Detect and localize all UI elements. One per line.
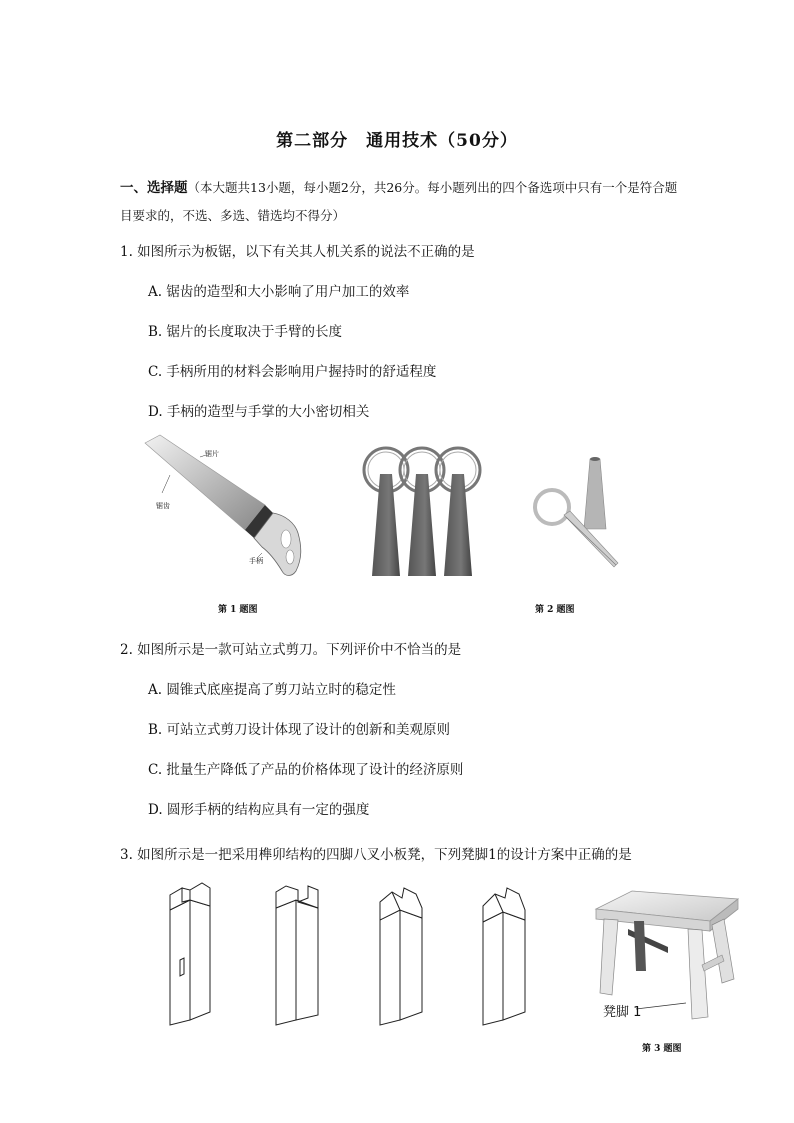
q2-option-a[interactable]: A. 圆锥式底座提高了剪刀站立时的稳定性 xyxy=(148,682,396,698)
saw-handle-label: 手柄 xyxy=(249,557,263,565)
q1-option-a[interactable]: A. 锯齿的造型和大小影响了用户加工的效率 xyxy=(148,284,410,300)
section-note: （本大题共13小题，每小题2分，共26分。每小题列出的四个备选项中只有一个是符合题目要求的，不选、多选、错选均不得分） xyxy=(120,180,678,223)
q2-option-d[interactable]: D. 圆形手柄的结构应具有一定的强度 xyxy=(148,802,370,818)
section-header xyxy=(120,174,680,229)
stool-leg-label: 凳脚 1 xyxy=(603,1005,642,1020)
scissors-with-stand-figure xyxy=(530,455,625,570)
scissors-ring xyxy=(535,490,569,524)
question-3-stem: 3. 如图所示是一把采用榫卯结构的四脚八叉小板凳，下列凳脚1的设计方案中正确的是 xyxy=(120,847,632,863)
figure-2-caption: 第 2 题图 xyxy=(535,605,575,615)
leg-option-3 xyxy=(372,880,432,1025)
q1-option-d[interactable]: D. 手柄的造型与手掌的大小密切相关 xyxy=(148,404,370,420)
standing-scissors-figure xyxy=(360,440,480,580)
leg-option-2 xyxy=(268,880,328,1025)
question-2-stem: 2. 如图所示是一款可站立式剪刀。下列评价中不恰当的是 xyxy=(120,642,462,658)
stool-leg-front-left xyxy=(600,919,618,995)
q2-option-b[interactable]: B. 可站立式剪刀设计体现了设计的创新和美观原则 xyxy=(148,722,451,738)
saw-teeth-label: 锯齿 xyxy=(156,502,170,510)
q1-option-b[interactable]: B. 锯片的长度取决于手臂的长度 xyxy=(148,324,343,340)
q2-option-c[interactable]: C. 批量生产降低了产品的价格体现了设计的经济原则 xyxy=(148,762,464,778)
question-1-stem: 1. 如图所示为板锯，以下有关其人机关系的说法不正确的是 xyxy=(120,244,475,260)
q1-option-c[interactable]: C. 手柄所用的材料会影响用户握持时的舒适程度 xyxy=(148,364,437,380)
section-label: 一、选择题 xyxy=(120,180,188,196)
stool-leg-front-right xyxy=(688,929,708,1019)
figure-3-caption: 第 3 题图 xyxy=(642,1044,682,1054)
leg-option-4 xyxy=(475,880,535,1025)
saw-blade-label: 锯片 xyxy=(205,450,219,458)
stand-cone xyxy=(584,459,606,529)
stool-leg-back xyxy=(634,921,646,971)
leg-option-1 xyxy=(160,880,220,1025)
page-title: 第二部分 通用技术（50分） xyxy=(276,131,518,151)
figure-1-caption: 第 1 题图 xyxy=(218,605,258,615)
